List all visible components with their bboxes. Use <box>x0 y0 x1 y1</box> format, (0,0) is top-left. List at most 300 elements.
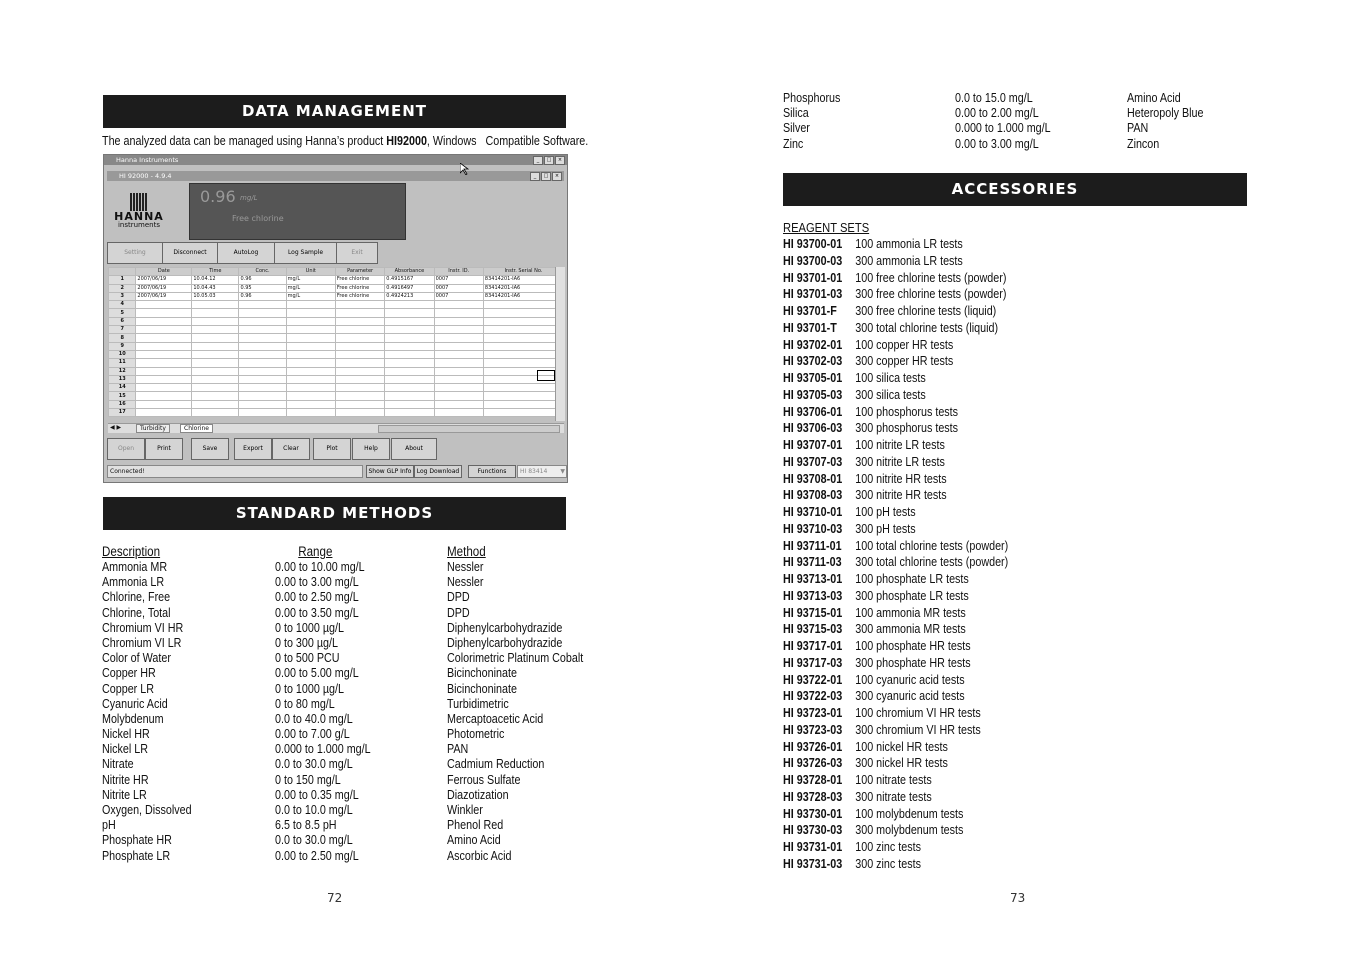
grid-cell[interactable] <box>239 317 286 325</box>
reagent-code: HI 93726-01 <box>783 739 843 754</box>
table-row[interactable] <box>109 309 564 317</box>
grid-cell[interactable]: 0007 <box>434 284 483 292</box>
reagent-sets-list <box>783 219 1008 873</box>
grid-cell[interactable] <box>192 367 239 375</box>
outer-title: Hanna Instruments <box>116 156 179 164</box>
grid-cell[interactable] <box>335 301 384 309</box>
row-number[interactable]: 1 <box>109 276 136 284</box>
method-name: PAN <box>447 742 469 757</box>
method-range: 0.00 to 10.00 mg/L <box>275 560 365 574</box>
grid-cell[interactable]: 83414201-IA6 <box>483 276 563 284</box>
grid-cell[interactable] <box>192 392 239 400</box>
grid-cell[interactable] <box>385 400 434 408</box>
grid-cell[interactable] <box>192 317 239 325</box>
method-description: Nitrite HR <box>102 772 149 787</box>
grid-cell[interactable] <box>192 409 239 417</box>
grid-cell[interactable] <box>136 309 192 317</box>
method-header: Method <box>447 544 486 559</box>
list-item <box>783 739 1008 756</box>
reagent-code: HI 93723-03 <box>783 722 843 737</box>
method-name: Colorimetric Platinum Cobalt <box>447 651 584 666</box>
list-item <box>783 705 1008 722</box>
grid-cell[interactable] <box>434 384 483 392</box>
list-item <box>783 320 1008 337</box>
reagent-description: 300 chromium VI HR tests <box>855 722 981 737</box>
grid-cell[interactable]: 83414201-IA6 <box>483 284 563 292</box>
grid-cell[interactable]: 0007 <box>434 292 483 300</box>
grid-cell[interactable] <box>335 359 384 367</box>
disconnect-button[interactable]: Disconnect <box>162 242 218 264</box>
grid-cell[interactable] <box>385 384 434 392</box>
grid-cell[interactable] <box>385 326 434 334</box>
grid-cell[interactable] <box>385 392 434 400</box>
reagent-code: HI 93715-03 <box>783 622 843 637</box>
minimize-icon[interactable]: _ <box>533 156 543 165</box>
print-button[interactable]: Print <box>145 438 183 460</box>
method-name: Bicinchoninate <box>447 681 517 696</box>
grid-cell[interactable] <box>192 384 239 392</box>
table-row[interactable] <box>109 292 564 300</box>
grid-cell[interactable]: 2007/06/19 <box>136 284 192 292</box>
grid-cell[interactable] <box>286 309 335 317</box>
grid-cell[interactable] <box>434 392 483 400</box>
grid-cell[interactable] <box>192 334 239 342</box>
grid-cell[interactable] <box>239 342 286 350</box>
row-number[interactable]: 8 <box>109 334 136 342</box>
method-description: Nitrate <box>102 757 134 772</box>
grid-cell[interactable] <box>335 409 384 417</box>
list-item <box>783 638 1008 655</box>
grid-cell[interactable] <box>385 317 434 325</box>
close-icon[interactable]: × <box>552 172 562 181</box>
row-number[interactable]: 10 <box>109 350 136 358</box>
grid-cell[interactable] <box>434 334 483 342</box>
method-description: Molybdenum <box>102 711 164 726</box>
grid-cell[interactable] <box>385 350 434 358</box>
row-number[interactable]: 9 <box>109 342 136 350</box>
reagent-code: HI 93710-03 <box>783 521 843 536</box>
reagent-code: HI 93702-01 <box>783 337 843 352</box>
method-name: Amino Acid <box>1127 91 1181 105</box>
reading-panel <box>189 183 406 240</box>
table-row[interactable] <box>109 301 564 309</box>
grid-cell[interactable] <box>286 367 335 375</box>
grid-cell[interactable] <box>136 334 192 342</box>
method-range: 0.0 to 30.0 mg/L <box>275 833 353 848</box>
grid-cell[interactable] <box>434 400 483 408</box>
grid-cell[interactable]: 2007/06/19 <box>136 292 192 300</box>
grid-cell[interactable] <box>239 301 286 309</box>
reagent-code: HI 93706-01 <box>783 404 843 419</box>
tab-chlorine[interactable]: Chlorine <box>180 424 213 433</box>
grid-cell[interactable] <box>385 367 434 375</box>
reagent-description: 300 zinc tests <box>855 856 921 871</box>
grid-cell[interactable] <box>239 367 286 375</box>
table-row[interactable] <box>109 367 564 375</box>
grid-cell[interactable] <box>239 309 286 317</box>
reagent-description: 100 total chlorine tests (powder) <box>855 538 1009 553</box>
reagent-description: 300 ammonia MR tests <box>855 622 966 637</box>
grid-column-header[interactable]: Absorbance <box>385 268 434 276</box>
grid-cell[interactable] <box>136 392 192 400</box>
reagent-code: HI 93708-03 <box>783 488 843 503</box>
grid-cell[interactable] <box>192 375 239 383</box>
grid-cell[interactable] <box>239 400 286 408</box>
reagent-code: HI 93713-03 <box>783 588 843 603</box>
grid-cell[interactable] <box>192 326 239 334</box>
reagent-description: 300 phosphate HR tests <box>855 655 971 670</box>
grid-cell[interactable] <box>239 334 286 342</box>
reagent-code: HI 93701-F <box>783 304 837 318</box>
restore-icon[interactable]: □ <box>544 156 554 165</box>
grid-cell[interactable] <box>335 367 384 375</box>
row-number[interactable]: 4 <box>109 301 136 309</box>
grid-cell[interactable]: Free chlorine <box>335 276 384 284</box>
grid-cell[interactable]: 0.95 <box>239 284 286 292</box>
reagent-code: HI 93707-01 <box>783 438 843 452</box>
method-description: Oxygen, Dissolved <box>102 803 192 817</box>
grid-cell[interactable] <box>483 384 563 392</box>
tab-turbidity[interactable]: Turbidity <box>136 424 170 433</box>
grid-cell[interactable]: mg/L <box>286 284 335 292</box>
functions-button[interactable]: Functions <box>468 465 516 478</box>
grid-cell[interactable] <box>385 409 434 417</box>
grid-cell[interactable] <box>239 409 286 417</box>
table-row[interactable] <box>109 392 564 400</box>
grid-cell[interactable] <box>483 350 563 358</box>
grid-cell[interactable]: 0007 <box>434 276 483 284</box>
grid-cell[interactable] <box>286 342 335 350</box>
grid-cell[interactable] <box>239 384 286 392</box>
method-range: 0.0 to 10.0 mg/L <box>275 803 353 817</box>
grid-cell[interactable] <box>434 350 483 358</box>
row-number[interactable]: 14 <box>109 384 136 392</box>
grid-cell[interactable]: mg/L <box>286 276 335 284</box>
grid-cell[interactable]: 10.04.43 <box>192 284 239 292</box>
model-select[interactable] <box>517 465 567 478</box>
standard-methods-heading <box>103 497 566 530</box>
row-number[interactable]: 15 <box>109 392 136 400</box>
continued-method-column <box>1127 91 1203 152</box>
table-row[interactable] <box>109 400 564 408</box>
show-glp-info-button[interactable]: Show GLP Info <box>366 465 414 478</box>
grid-cell[interactable] <box>192 359 239 367</box>
method-name: Cadmium Reduction <box>447 757 545 772</box>
grid-cell[interactable] <box>483 301 563 309</box>
reagent-description: 100 phosphate HR tests <box>855 639 971 653</box>
setting-button[interactable]: Setting <box>107 242 163 264</box>
grid-cell[interactable] <box>483 317 563 325</box>
grid-cell[interactable] <box>286 350 335 358</box>
grid-cell[interactable] <box>483 400 563 408</box>
table-row[interactable] <box>109 334 564 342</box>
reagent-code: HI 93705-03 <box>783 387 843 402</box>
grid-cell[interactable] <box>434 301 483 309</box>
grid-cell[interactable]: 10.04.12 <box>192 276 239 284</box>
grid-cell[interactable]: 0.96 <box>239 292 286 300</box>
method-range: 6.5 to 8.5 pH <box>275 818 337 833</box>
grid-cell[interactable] <box>335 350 384 358</box>
grid-cell[interactable] <box>335 334 384 342</box>
reagent-sets-label: REAGENT SETS <box>783 220 870 235</box>
right-page <box>676 0 1351 954</box>
method-description: Chlorine, Free <box>102 590 171 605</box>
grid-column-header[interactable]: Time <box>192 268 239 276</box>
data-grid[interactable] <box>108 267 564 417</box>
grid-cell[interactable] <box>434 359 483 367</box>
list-item <box>783 755 1008 772</box>
grid-cell[interactable] <box>286 400 335 408</box>
method-range: 0.00 to 5.00 mg/L <box>275 666 359 681</box>
grid-cell[interactable]: 0.4915167 <box>385 276 434 284</box>
reagent-code: HI 93728-03 <box>783 789 843 804</box>
grid-cell[interactable] <box>286 301 335 309</box>
row-number[interactable]: 13 <box>109 375 136 383</box>
range-column <box>275 543 371 864</box>
grid-cell[interactable] <box>335 317 384 325</box>
method-description: Phosphate HR <box>102 833 172 848</box>
grid-cell[interactable] <box>335 392 384 400</box>
table-row[interactable] <box>109 317 564 325</box>
method-name: Nessler <box>447 560 484 574</box>
reagent-description: 300 total chlorine tests (powder) <box>855 555 1009 570</box>
method-name: Phenol Red <box>447 818 504 833</box>
grid-cell[interactable] <box>483 342 563 350</box>
method-range: 0 to 80 mg/L <box>275 696 335 711</box>
grid-cell[interactable]: 0.4916497 <box>385 284 434 292</box>
grid-cell[interactable] <box>385 359 434 367</box>
grid-cell[interactable] <box>286 392 335 400</box>
reagent-description: 300 nitrite HR tests <box>855 488 947 503</box>
grid-cell[interactable] <box>136 326 192 334</box>
grid-cell[interactable] <box>192 301 239 309</box>
description-column <box>102 543 192 864</box>
row-number[interactable]: 17 <box>109 409 136 417</box>
method-name: Diphenylcarbohydrazide <box>447 620 563 635</box>
table-row[interactable] <box>109 284 564 292</box>
grid-cell[interactable] <box>286 384 335 392</box>
grid-cell[interactable] <box>385 342 434 350</box>
table-row[interactable] <box>109 276 564 284</box>
method-name: Mercaptoacetic Acid <box>447 711 544 726</box>
autolog-button[interactable]: AutoLog <box>217 242 275 264</box>
grid-cell[interactable]: Free chlorine <box>335 284 384 292</box>
list-item <box>783 270 1008 287</box>
grid-cell[interactable] <box>434 326 483 334</box>
outer-titlebar <box>104 155 567 165</box>
list-item <box>783 789 1008 806</box>
grid-column-header[interactable]: Conc. <box>239 268 286 276</box>
grid-cell[interactable]: 0.4924213 <box>385 292 434 300</box>
method-name: DPD <box>447 605 470 620</box>
restore-icon[interactable]: □ <box>541 172 551 181</box>
grid-cell[interactable] <box>192 350 239 358</box>
grid-cell[interactable] <box>136 384 192 392</box>
log-sample-button[interactable]: Log Sample <box>274 242 337 264</box>
minimize-icon[interactable]: _ <box>530 172 540 181</box>
row-number[interactable]: 7 <box>109 326 136 334</box>
export-button[interactable]: Export <box>234 438 272 460</box>
vertical-scrollbar[interactable] <box>555 267 565 421</box>
grid-cell[interactable] <box>385 301 434 309</box>
table-row[interactable] <box>109 375 564 383</box>
save-button[interactable]: Save <box>191 438 229 460</box>
grid-cell[interactable]: mg/L <box>286 292 335 300</box>
horizontal-scrollbar[interactable] <box>378 425 560 433</box>
grid-column-header[interactable]: Parameter <box>335 268 384 276</box>
grid-cell[interactable] <box>335 326 384 334</box>
grid-cell[interactable] <box>286 375 335 383</box>
help-button[interactable]: Help <box>352 438 390 460</box>
grid-cell[interactable] <box>136 375 192 383</box>
inner-title: HI 92000 - 4.9.4 <box>119 172 172 180</box>
table-row[interactable] <box>109 359 564 367</box>
reagent-code: HI 93713-01 <box>783 572 843 586</box>
grid-cell[interactable] <box>286 359 335 367</box>
grid-column-header[interactable]: Instr. ID. <box>434 268 483 276</box>
reagent-description: 100 ammonia MR tests <box>855 605 966 620</box>
table-row[interactable] <box>109 384 564 392</box>
row-number[interactable]: 6 <box>109 317 136 325</box>
grid-cell[interactable] <box>483 392 563 400</box>
grid-cell[interactable] <box>434 375 483 383</box>
row-number[interactable]: 12 <box>109 367 136 375</box>
reagent-code: HI 93702-03 <box>783 354 843 369</box>
grid-column-header[interactable]: Date <box>136 268 192 276</box>
reagent-description: 300 ammonia LR tests <box>855 253 963 268</box>
grid-cell[interactable]: 83414201-IA6 <box>483 292 563 300</box>
grid-cell[interactable] <box>239 392 286 400</box>
grid-cell[interactable]: Free chlorine <box>335 292 384 300</box>
row-number[interactable]: 11 <box>109 359 136 367</box>
outer-window-buttons <box>533 156 565 165</box>
method-range: 0.00 to 2.00 mg/L <box>955 106 1039 121</box>
list-item <box>783 420 1008 437</box>
method-range: 0 to 300 µg/L <box>275 635 338 650</box>
grid-cell[interactable] <box>434 409 483 417</box>
row-number[interactable]: 3 <box>109 292 136 300</box>
reagent-description: 100 chromium VI HR tests <box>855 706 981 720</box>
table-row[interactable] <box>109 350 564 358</box>
log-download-button[interactable]: Log Download <box>414 465 462 478</box>
grid-cell[interactable] <box>434 367 483 375</box>
grid-cell[interactable] <box>239 359 286 367</box>
grid-cell[interactable] <box>335 400 384 408</box>
method-range: 0.000 to 1.000 mg/L <box>275 742 371 757</box>
grid-cell[interactable] <box>192 309 239 317</box>
reagent-description: 300 nitrate tests <box>855 789 932 804</box>
grid-cell[interactable] <box>335 342 384 350</box>
grid-cell[interactable]: 10.05.03 <box>192 292 239 300</box>
reagent-code: HI 93731-03 <box>783 856 843 871</box>
table-row[interactable] <box>109 409 564 417</box>
method-description: Phosphate LR <box>102 848 171 863</box>
grid-cell[interactable]: 0.96 <box>239 276 286 284</box>
grid-cell[interactable] <box>434 342 483 350</box>
grid-cell[interactable] <box>239 350 286 358</box>
list-item <box>783 353 1008 370</box>
tab-scroll-icon[interactable]: ◀ ▶ <box>110 424 122 431</box>
grid-cell[interactable] <box>385 334 434 342</box>
grid-cell[interactable] <box>136 400 192 408</box>
grid-cell[interactable] <box>286 334 335 342</box>
grid-cell[interactable] <box>483 309 563 317</box>
grid-cell[interactable] <box>335 375 384 383</box>
grid-cell[interactable] <box>136 317 192 325</box>
list-item <box>783 471 1008 488</box>
data-management-title: DATA MANAGEMENT <box>241 102 427 120</box>
reagent-rows <box>783 236 1008 873</box>
method-name: Amino Acid <box>447 833 501 848</box>
reagent-code: HI 93705-01 <box>783 371 843 385</box>
method-range: 0 to 150 mg/L <box>275 772 341 787</box>
grid-cell[interactable] <box>385 375 434 383</box>
grid-cell[interactable] <box>239 326 286 334</box>
grid-cell[interactable] <box>136 301 192 309</box>
row-number[interactable]: 5 <box>109 309 136 317</box>
grid-cell[interactable] <box>434 309 483 317</box>
grid-cell[interactable] <box>483 326 563 334</box>
grid-cell[interactable] <box>136 359 192 367</box>
grid-cell[interactable] <box>434 317 483 325</box>
close-icon[interactable]: × <box>555 156 565 165</box>
grid-cell[interactable] <box>335 384 384 392</box>
plot-button[interactable]: Plot <box>313 438 351 460</box>
open-button[interactable]: Open <box>107 438 145 460</box>
grid-cell[interactable] <box>136 367 192 375</box>
list-item <box>783 672 1008 689</box>
exit-button[interactable]: Exit <box>336 242 378 264</box>
reagent-code: HI 93707-03 <box>783 454 843 469</box>
grid-header-row <box>109 268 564 276</box>
table-row[interactable] <box>109 326 564 334</box>
grid-column-header[interactable] <box>109 268 136 276</box>
reagent-description: 300 total chlorine tests (liquid) <box>855 320 999 335</box>
grid-cell[interactable] <box>385 309 434 317</box>
reagent-description: 300 molybdenum tests <box>855 823 964 838</box>
grid-cell[interactable] <box>136 350 192 358</box>
grid-cell[interactable] <box>335 309 384 317</box>
grid-cell[interactable] <box>192 342 239 350</box>
clear-button[interactable]: Clear <box>272 438 310 460</box>
grid-cell[interactable] <box>239 375 286 383</box>
grid-cell[interactable] <box>483 334 563 342</box>
grid-cell[interactable] <box>483 409 563 417</box>
grid-column-header[interactable]: Instr. Serial No. <box>483 268 563 276</box>
grid-cell[interactable] <box>483 359 563 367</box>
grid-cell[interactable] <box>136 342 192 350</box>
reagent-code: HI 93715-01 <box>783 605 843 620</box>
grid-cell[interactable]: 2007/06/19 <box>136 276 192 284</box>
grid-cell[interactable] <box>286 409 335 417</box>
reagent-code: HI 93700-03 <box>783 253 843 268</box>
sheet-tab-bar <box>108 423 564 433</box>
list-item <box>783 839 1008 856</box>
grid-column-header[interactable]: Unit <box>286 268 335 276</box>
reagent-description: 100 phosphorus tests <box>855 404 959 419</box>
row-number[interactable]: 2 <box>109 284 136 292</box>
about-button[interactable]: About <box>391 438 437 460</box>
reagent-code: HI 93701-03 <box>783 287 843 302</box>
grid-cell[interactable] <box>286 326 335 334</box>
row-number[interactable]: 16 <box>109 400 136 408</box>
table-row[interactable] <box>109 342 564 350</box>
grid-cell[interactable] <box>286 317 335 325</box>
grid-cell[interactable] <box>192 400 239 408</box>
method-column <box>447 543 583 864</box>
grid-cell[interactable] <box>136 409 192 417</box>
barcode-icon <box>130 193 148 211</box>
